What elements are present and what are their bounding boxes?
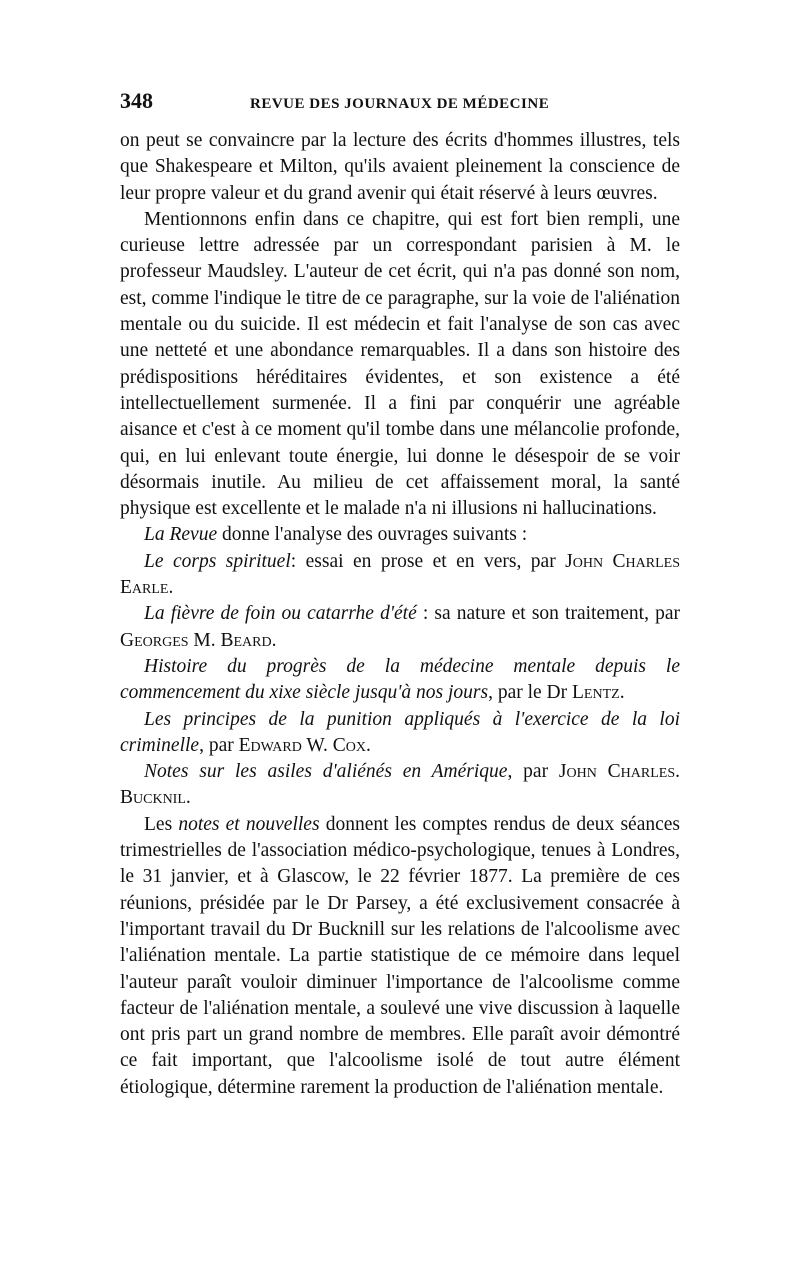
- paragraph-letter: Mentionnons enfin dans ce chapitre, qui est fort bien rempli, une curieuse lettre adressée par un correspondant parisien à M. le professeur Maudsley. L'auteur de cet écrit, qui n'a pas donné son nom, est, comme l'indique le titre de ce paragraphe, sur la voie de l'aliénation mentale ou du suicide. Il est médecin et fait l'analyse de son cas avec une netteté et une abondance remarquables. Il a dans son histoire des prédispositions héréditaires évidentes, et son existence a été intellectuellement surmenée. Il a fini par conquérir une agréable aisance et c'est à ce moment qu'il tombe dans une mélancolie profonde, qui, en lui enlevant toute énergie, lui donne le désespoir de se voir désormais inutile. Au milieu de cet affaissement moral, la santé physique est excellente et le malade n'a ni illusions ni hallucinations.: [120, 208, 680, 520]
- paragraph-conscience: on peut se convaincre par la lecture des écrits d'hommes illustres, tels que Shakespeare et Milton, qu'ils avaient pleinement la conscience de leur propre valeur et du grand avenir qui était réservé à leurs œuvres.: [120, 130, 680, 204]
- work-end: .: [168, 577, 174, 599]
- work-end: .: [185, 787, 191, 809]
- work-author: John Charles Earle: [120, 550, 680, 599]
- work-title: Histoire du progrès de la médecine mentale depuis le commencement du xixe siècle jusqu'à nos jours: [120, 655, 680, 704]
- work-description: : sa nature et son traitement, par: [416, 603, 680, 625]
- work-item: [120, 601, 680, 654]
- work-author: John Charles. Bucknil: [120, 761, 680, 809]
- page-number: 348: [120, 88, 153, 113]
- works-intro: [120, 522, 680, 548]
- work-description: , par le Dr: [488, 682, 573, 704]
- work-item: [120, 654, 680, 707]
- work-title: Le corps spirituel: [144, 550, 291, 572]
- journal-title: REVUE DES JOURNAUX DE MÉDECINE: [250, 96, 550, 112]
- work-end: .: [271, 629, 277, 651]
- paragraph-notes: [120, 812, 680, 1101]
- notes-title: notes et nouvelles: [178, 813, 320, 835]
- document-page: [120, 88, 680, 1101]
- work-end: .: [619, 682, 625, 704]
- work-description: , par: [199, 734, 239, 756]
- work-item: [120, 707, 680, 760]
- work-title: Notes sur les asiles d'aliénés en Amérique: [144, 761, 508, 783]
- work-title: Les principes de la punition appliqués à l'exercice de la loi criminelle: [120, 708, 680, 756]
- work-item: [120, 549, 680, 602]
- work-description: : essai en prose et en vers, par: [290, 550, 566, 572]
- notes-lead: Les: [144, 813, 179, 835]
- work-author: Lentz: [572, 682, 620, 704]
- running-head: [120, 88, 680, 128]
- work-title: La fièvre de foin ou catarrhe d'été: [144, 603, 417, 625]
- work-author: Edward W. Cox: [238, 734, 366, 756]
- journal-name: La Revue: [144, 524, 218, 546]
- work-author: Georges M. Beard: [120, 629, 272, 651]
- work-item: [120, 759, 680, 812]
- works-intro-text: donne l'analyse des ouvrages suivants :: [217, 524, 528, 546]
- work-end: .: [365, 734, 371, 756]
- notes-text: donnent les comptes rendus de deux séances trimestrielles de l'association médico-psychologique, tenues à Londres, le 31 janvier, et à Glascow, le 22 février 1877. La première de ces réunions, présidée par le Dr Parsey, a été exclusivement consacrée à l'important travail du Dr Bucknill sur les relations de l'alcoolisme avec l'aliénation mentale. La partie statistique de ce mémoire dans lequel l'auteur paraît vouloir diminuer l'importance de l'alcoolisme comme facteur de l'aliénation mentale, a soulevé une vive discussion à laquelle ont pris part un grand nombre de membres. Elle paraît avoir démontré ce fait important, que l'alcoolisme isolé de tout autre élément étiologique, détermine rarement la production de l'aliénation mentale.: [120, 813, 680, 1098]
- work-description: , par: [507, 761, 559, 783]
- article-body: [120, 128, 680, 1101]
